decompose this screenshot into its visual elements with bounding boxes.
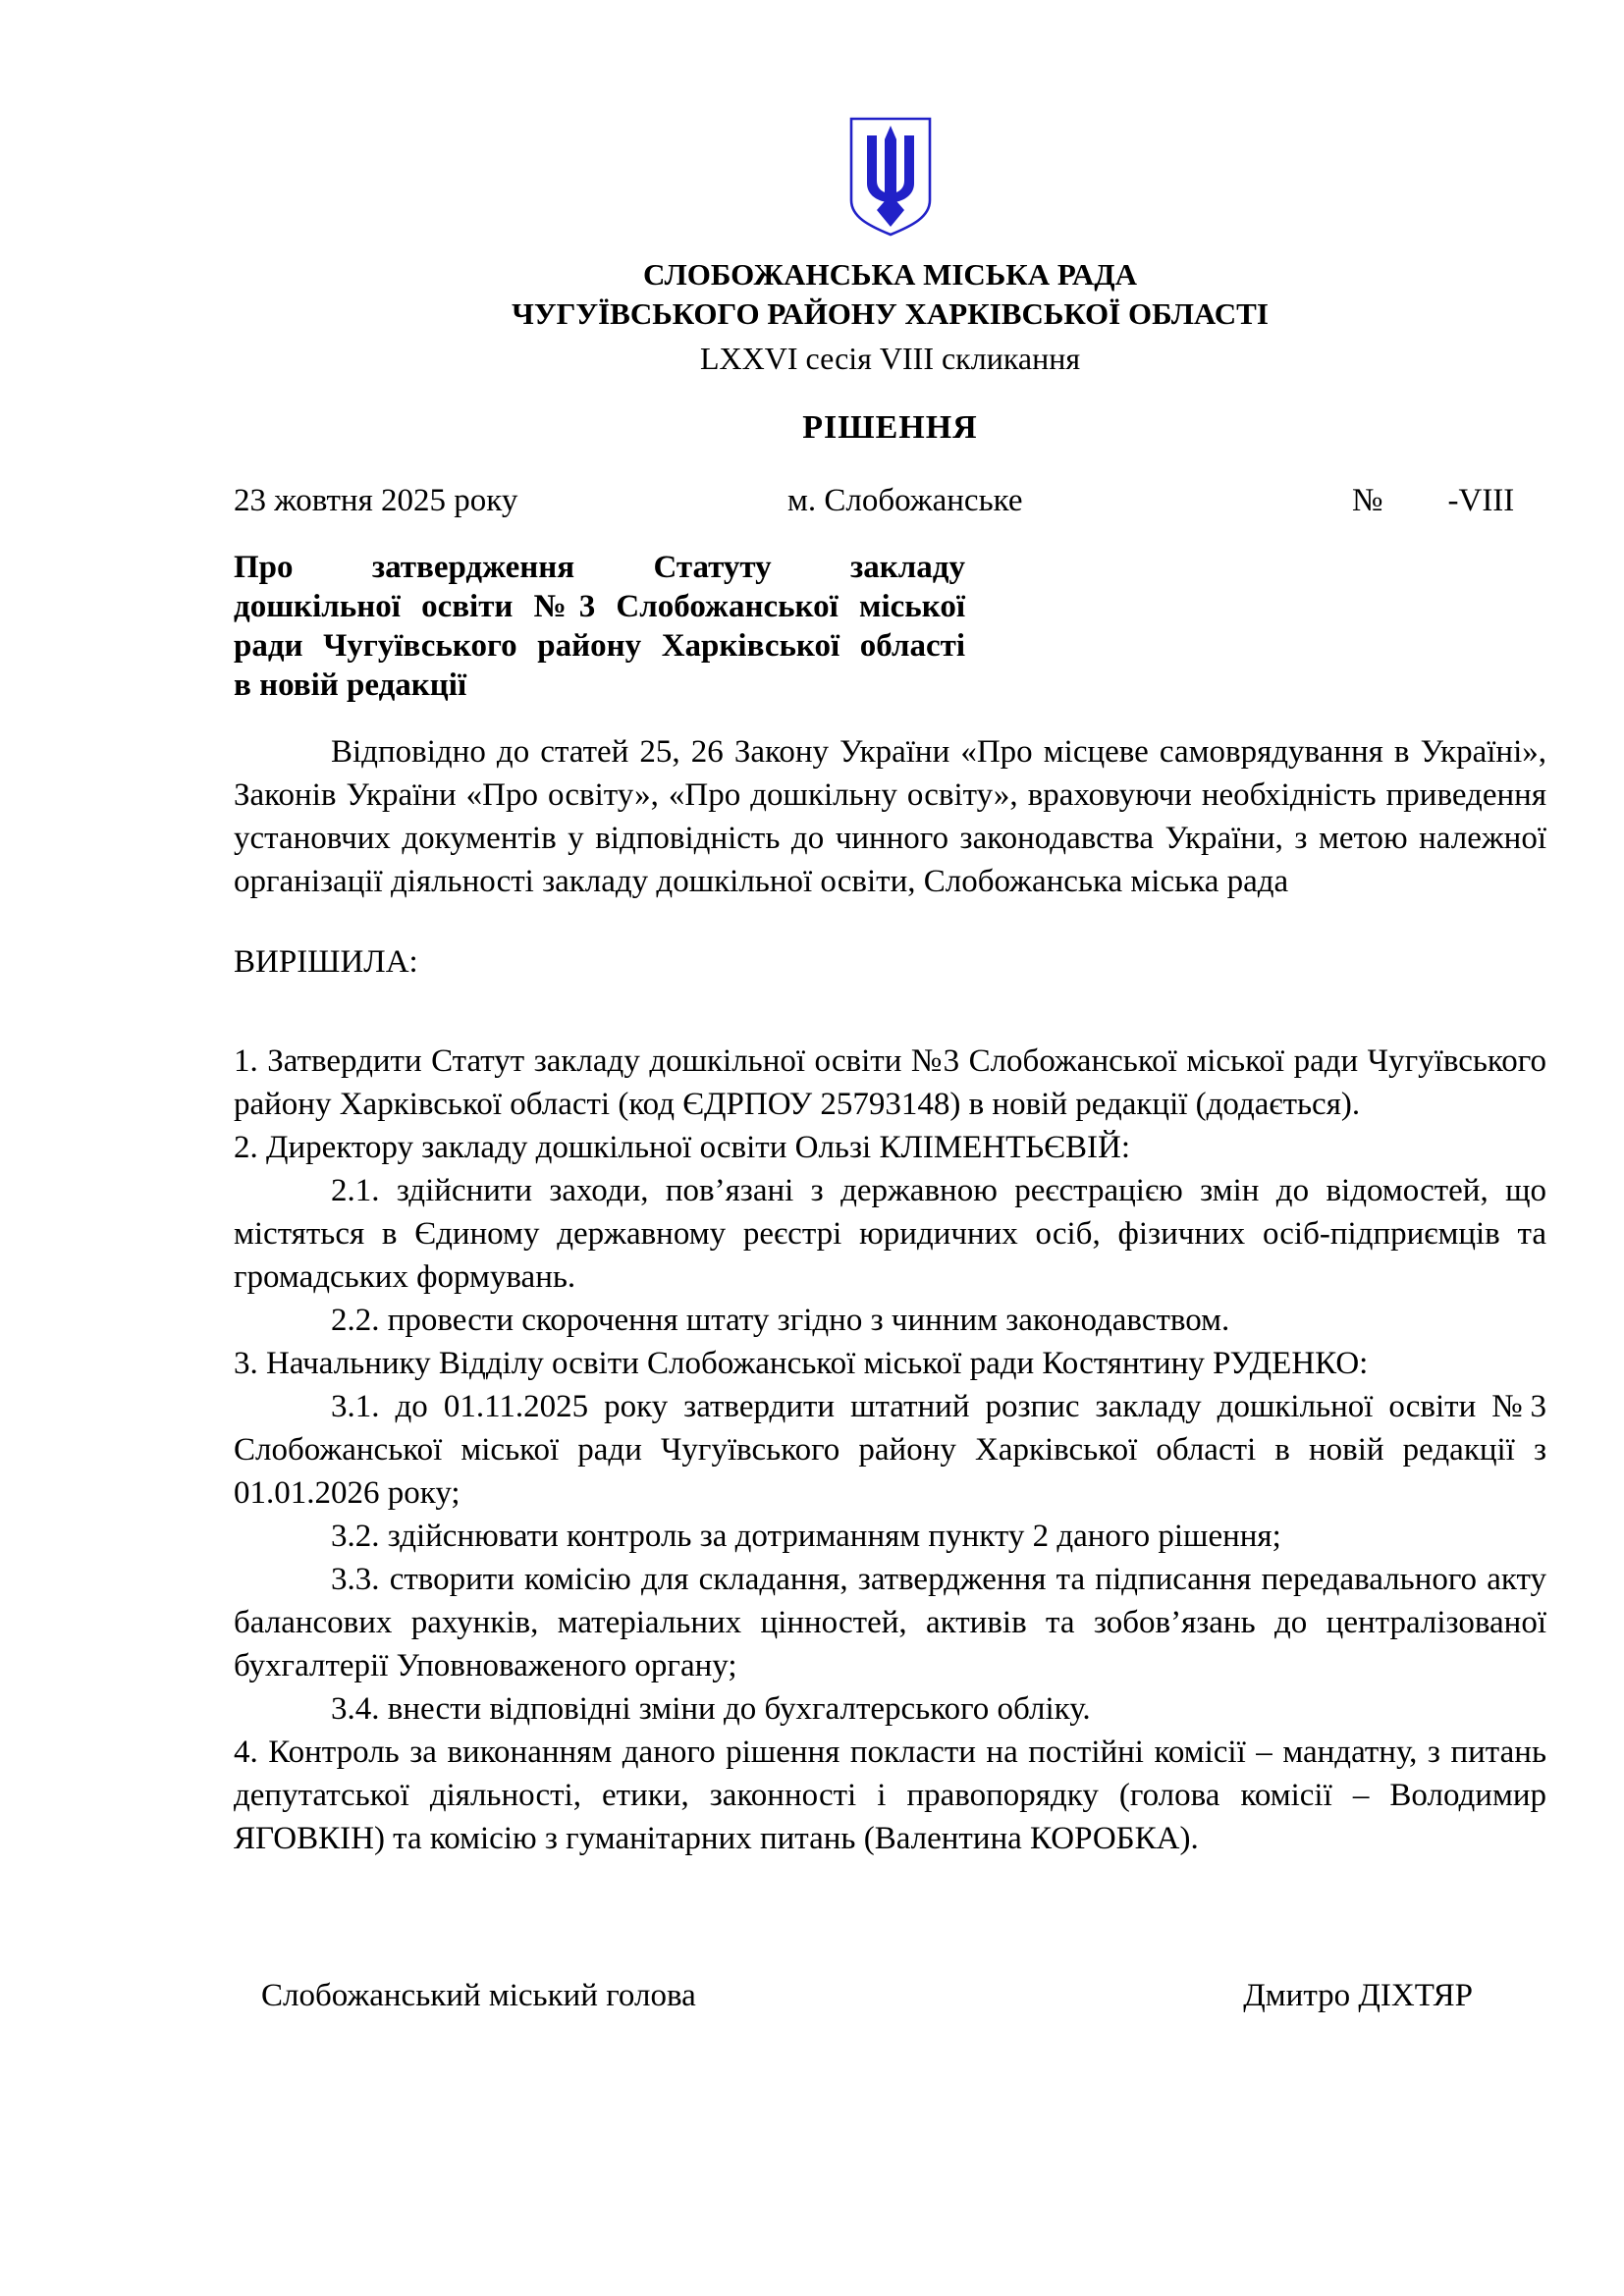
decision-items: [234, 1040, 1546, 1860]
decision-date: 23 жовтня 2025 року: [234, 483, 518, 518]
subject-line-2: дошкільної освіти №3 Слобожанської міської: [234, 589, 965, 624]
decision-item-2-2: 2.2. провести скорочення штату згідно з чинним законодавством.: [331, 1303, 1230, 1338]
number-value: -VIII: [1447, 483, 1515, 518]
subject-heading: [234, 548, 965, 705]
emblem-block: [234, 116, 1546, 238]
subject-line-4: в новій редакції: [234, 667, 467, 703]
decision-item-1: 1. Затвердити Статут закладу дошкільної освіти №3 Слобожанської міської ради Чугуївського району Харківської області (код ЄДРПОУ 25793148) в новій редакції (додається).: [234, 1043, 1546, 1122]
decision-item-3-2: 3.2. здійснювати контроль за дотриманням пункту 2 даного рішення;: [331, 1519, 1281, 1554]
decision-item-4: 4. Контроль за виконанням даного рішення покласти на постійні комісії – мандатну, з питань депутатської діяльності, етики, законності і правопорядку (голова комісії – Володимир ЯГОВКІН) та комісію з гуманітарних питань (Валентина КОРОБКА).: [234, 1735, 1546, 1856]
signer-name: Дмитро ДІХТЯР: [1243, 1978, 1473, 2013]
decision-number: [1352, 479, 1514, 522]
meta-row: [234, 479, 1546, 522]
decision-item-3-4: 3.4. внести відповідні зміни до бухгалтерського обліку.: [331, 1691, 1091, 1727]
preamble-paragraph: Відповідно до статей 25, 26 Закону України «Про місцеве самоврядування в Україні», Законів України «Про освіту», «Про дошкільну освіту», враховуючи необхідність приведення установчих документів у відповідність до чинного законодавства України, з метою належної організації діяльності закладу дошкільної освіти, Слобожанська міська рада: [234, 734, 1546, 899]
resolved-label: ВИРІШИЛА:: [234, 944, 418, 980]
signer-position: Слобожанський міський голова: [261, 1978, 696, 2013]
council-name-line2: ЧУГУЇВСЬКОГО РАЙОНУ ХАРКІВСЬКОЇ ОБЛАСТІ: [512, 296, 1269, 331]
ukraine-trident-icon: [847, 116, 934, 238]
decision-item-2: 2. Директору закладу дошкільної освіти Ользі КЛІМЕНТЬЄВІЙ:: [234, 1130, 1131, 1165]
document-type-title: РІШЕННЯ: [802, 409, 978, 446]
signature-row: [234, 1974, 1546, 2017]
subject-line-3: ради Чугуївського району Харківської області: [234, 628, 965, 664]
council-name-line1: СЛОБОЖАНСЬКА МІСЬКА РАДА: [643, 257, 1137, 292]
subject-line-1: Про затвердження Статуту закладу: [234, 550, 965, 585]
number-sign: №: [1352, 483, 1383, 518]
decision-item-3: 3. Начальнику Відділу освіти Слобожанської міської ради Костянтину РУДЕНКО:: [234, 1346, 1369, 1381]
decision-item-2-1: 2.1. здійснити заходи, пов’язані з державною реєстрацією змін до відомостей, що містяться в Єдиному державному реєстрі юридичних осіб, фізичних осіб-підприємців та громадських формувань.: [234, 1173, 1546, 1295]
decision-item-3-1: 3.1. до 01.11.2025 року затвердити штатний розпис закладу дошкільної освіти №3 Слобожанської міської ради Чугуївського району Харківської області в новій редакції з 01.01.2026 року;: [234, 1389, 1546, 1511]
session-line: LXXVI сесія VIII скликання: [699, 341, 1081, 376]
decision-place: м. Слобожанське: [787, 483, 1023, 518]
decision-item-3-3: 3.3. створити комісію для складання, затвердження та підписання передавального акту балансових рахунків, матеріальних цінностей, активів та зобов’язань до централізованої бухгалтерії Уповноваженого органу;: [234, 1562, 1546, 1683]
